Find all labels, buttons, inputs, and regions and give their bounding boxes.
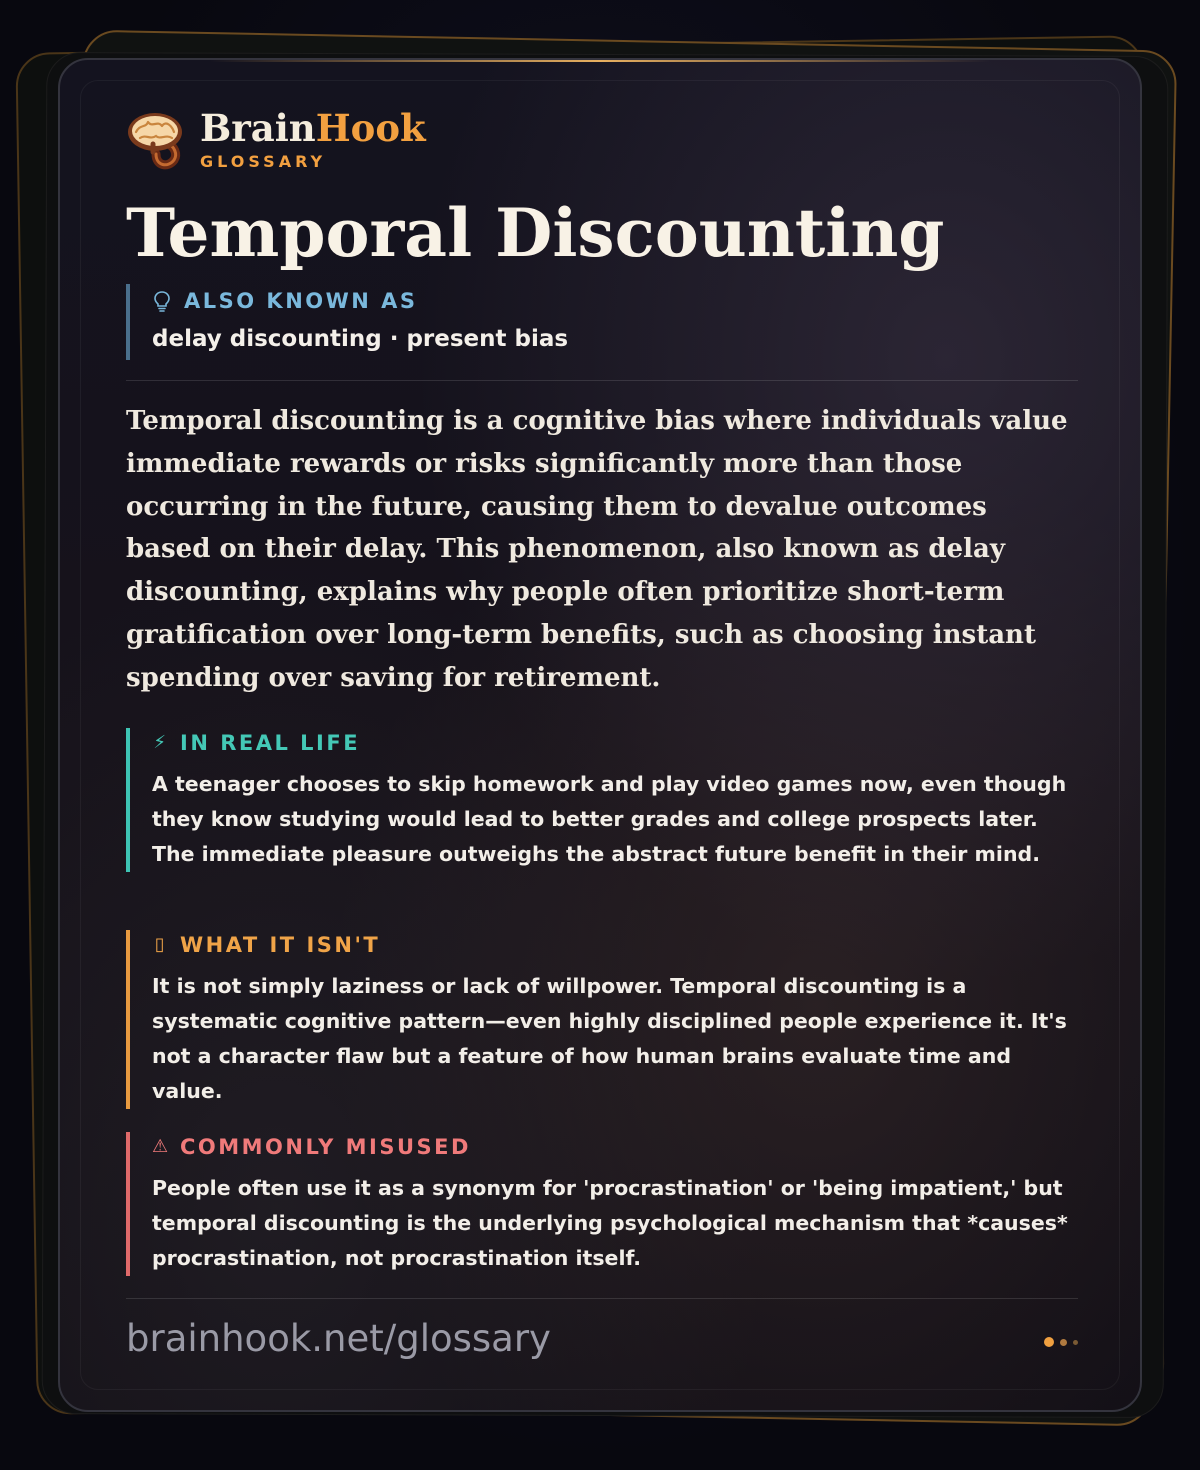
section-heading [152,728,1078,758]
indicator-dot [1044,1337,1054,1347]
section-body: A teenager chooses to skip homework and play video games now, even though they know studying would lead to better grades and college prospects later. The immediate pleasure outweighs the abstract future benefit in their mind. [152,772,1067,866]
missing-glyph-icon: ▯ [154,934,168,955]
section-label: IN REAL LIFE [180,731,361,755]
section-heading [152,1132,1078,1162]
lightbulb-icon [152,290,172,312]
section-in-real-life [126,728,1078,872]
definition-text: Temporal discounting is a cognitive bias where individuals value immediate rewards or risks significantly more than those occurring in the future, causing them to devalue outcomes based on their delay. This phenomenon, also known as delay discounting, explains why people often prioritize short-term gratification over long-term benefits, such as choosing instant spending over saving for retirement. [126,406,1068,693]
lightning-icon: ⚡ [153,732,169,753]
page-indicator [1038,1337,1078,1347]
term-title: Temporal Discounting [126,194,945,272]
warning-icon: ⚠ [152,1136,171,1157]
also-known-as-label: ALSO KNOWN AS [184,289,418,313]
indicator-dot [1060,1339,1067,1346]
divider [126,1298,1078,1299]
brain-hook-logo [126,110,186,170]
section-label: COMMONLY MISUSED [180,1135,471,1159]
section-body: It is not simply laziness or lack of willpower. Temporal discounting is a systematic cognitive pattern—even highly disciplined people experience it. It's not a character flaw but a feature of how human brains evaluate time and value. [152,974,1067,1103]
section-body: People often use it as a synonym for 'procrastination' or 'being impatient,' but temporal discounting is the underlying psychological mechanism that *causes* procrastination, not procrastination itself. [152,1176,1068,1270]
brand-name-part1: Brain [200,106,316,150]
brand-name [200,108,426,148]
brand-subtitle: GLOSSARY [200,152,327,171]
glossary-card [58,58,1142,1412]
also-known-as-value: delay discounting · present bias [152,326,569,352]
footer-url[interactable]: brainhook.net/glossary [126,1317,551,1360]
section-commonly-misused [126,1132,1078,1276]
brand-header [126,108,426,171]
section-label: WHAT IT ISN'T [180,933,381,957]
section-heading [152,930,1078,960]
also-known-as [126,284,1066,360]
brand-name-part2: Hook [315,106,426,150]
also-known-as-heading [152,284,1066,318]
divider [126,380,1078,381]
indicator-dot [1073,1340,1078,1345]
section-what-it-isnt [126,930,1078,1109]
